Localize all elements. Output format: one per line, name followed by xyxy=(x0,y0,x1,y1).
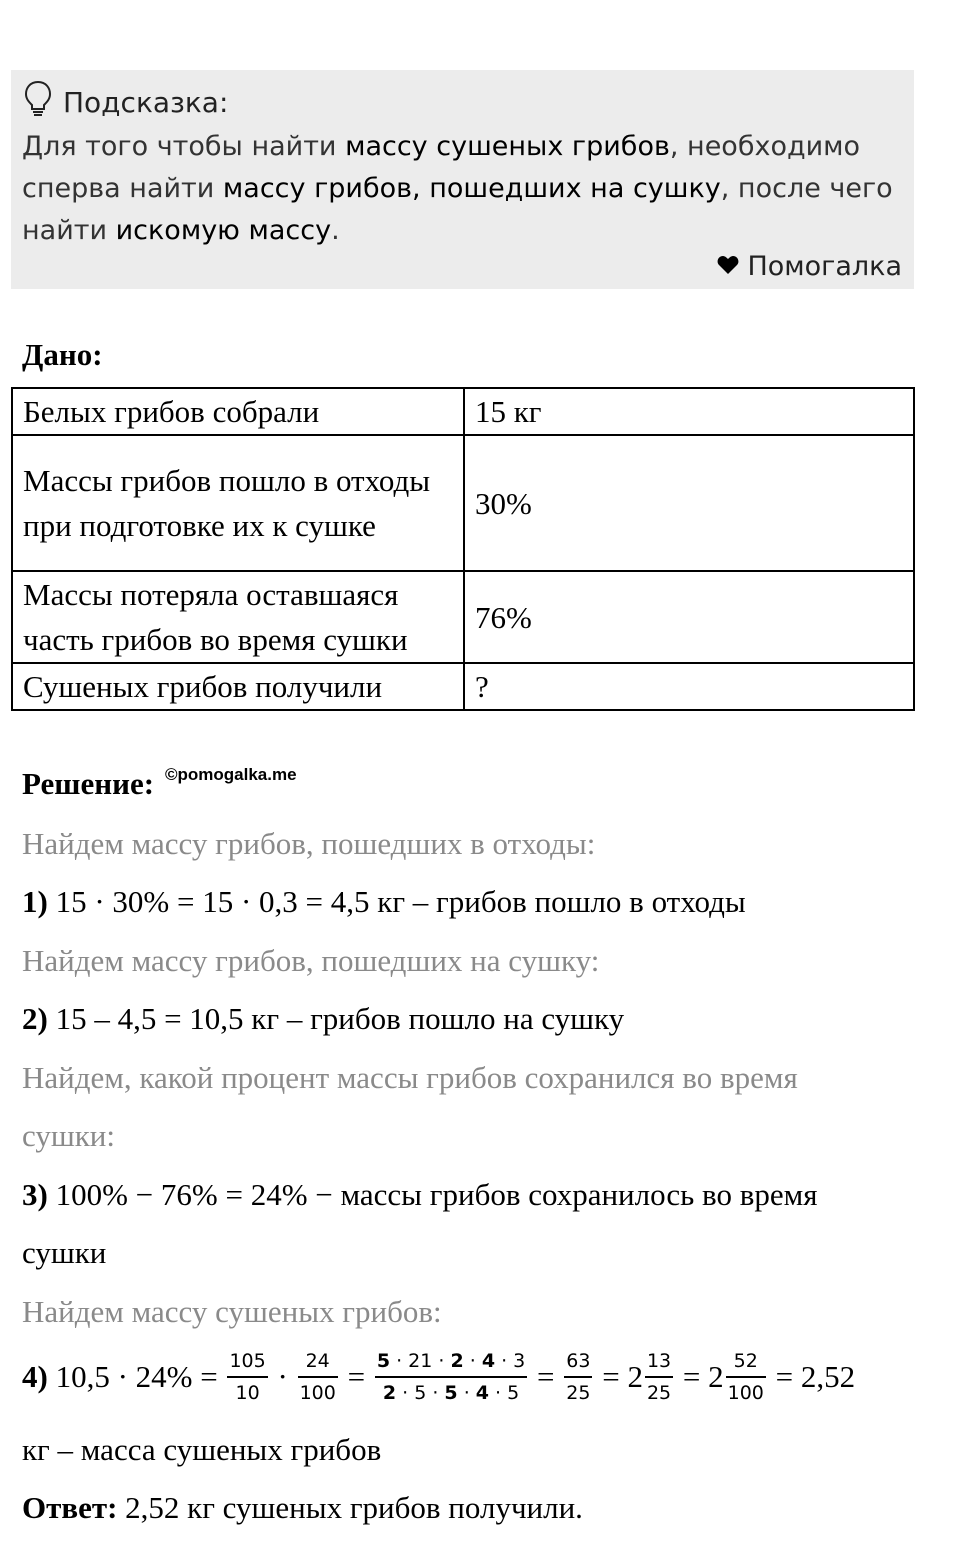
factor: · 5 xyxy=(489,1382,520,1404)
table-row xyxy=(12,435,914,571)
given-label-cell: Сушеных грибов получили xyxy=(12,663,464,710)
operator: = xyxy=(675,1359,709,1394)
table-row xyxy=(12,388,914,435)
step3-cont: сушки xyxy=(22,1235,107,1270)
cancelled-factor: 4 xyxy=(475,1382,490,1404)
fraction xyxy=(375,1350,527,1404)
operator: = xyxy=(339,1359,373,1394)
result: 2,52 xyxy=(800,1359,856,1394)
step1-hint: Найдем массу грибов, пошедших в отходы: xyxy=(22,826,596,861)
cancelled-factor: 2 xyxy=(450,1350,464,1372)
denominator: 100 xyxy=(299,1382,336,1404)
denominator: 10 xyxy=(235,1382,260,1404)
given-label-cell: Белых грибов собрали xyxy=(12,388,464,435)
step-number: 1) xyxy=(22,884,48,919)
numerator: 24 xyxy=(298,1350,338,1378)
step-text: 15 – 4,5 = 10,5 кг – грибов пошло на сушку xyxy=(47,1001,625,1036)
hint-text-part: , после чего найти xyxy=(22,173,893,246)
hint-text-part: Для того чтобы найти xyxy=(22,131,346,162)
step2-hint: Найдем массу грибов, пошедших на сушку: xyxy=(22,943,600,978)
step-text: 100% − 76% = 24% − массы грибов сохранилось во время xyxy=(47,1177,818,1212)
step4-cont: кг – масса сушеных грибов xyxy=(22,1432,382,1467)
heart-icon xyxy=(717,251,739,282)
table-row xyxy=(12,571,914,663)
fraction xyxy=(726,1350,766,1404)
hint-signature xyxy=(717,251,902,282)
step-number: 3) xyxy=(22,1177,48,1212)
step-number: 4) xyxy=(22,1359,48,1394)
whole-part: 2 xyxy=(708,1359,724,1394)
step3 xyxy=(22,1177,818,1213)
numerator: 105 xyxy=(227,1350,267,1378)
operator: · xyxy=(269,1359,296,1394)
given-label: Дано: xyxy=(22,337,103,372)
watermark: ©pomogalka.me xyxy=(165,765,297,784)
step3-hint: Найдем, какой процент массы грибов сохранился во время xyxy=(22,1060,798,1095)
numerator xyxy=(375,1350,527,1378)
given-value-cell: 76% xyxy=(464,571,914,663)
hint-text-emphasis: искомую массу xyxy=(115,215,332,246)
cancelled-factor: 5 xyxy=(444,1382,458,1404)
operator: = xyxy=(594,1359,628,1394)
factor: · xyxy=(463,1350,482,1372)
hint-text-part: . xyxy=(331,215,340,246)
given-label-cell: Массы потеряла оставшаяся часть грибов во время сушки xyxy=(12,571,464,663)
denominator: 25 xyxy=(646,1382,672,1404)
hint-text-emphasis: массу сушеных грибов xyxy=(345,131,670,162)
step2 xyxy=(22,1001,624,1037)
factor: · xyxy=(457,1382,476,1404)
solution-label: Решение: xyxy=(22,766,155,801)
step-number: 2) xyxy=(22,1001,48,1036)
answer-label: Ответ: xyxy=(22,1490,118,1525)
hint-title: Подсказка: xyxy=(63,86,229,119)
cancelled-factor: 5 xyxy=(376,1350,391,1372)
fraction xyxy=(298,1350,338,1404)
lightbulb-icon xyxy=(23,80,53,125)
numerator: 13 xyxy=(645,1350,673,1378)
given-value-cell: 30% xyxy=(464,435,914,571)
fraction xyxy=(564,1350,592,1404)
hint-text xyxy=(22,126,902,252)
factor: · 3 xyxy=(495,1350,526,1372)
step1 xyxy=(22,884,746,920)
cancelled-factor: 2 xyxy=(382,1382,397,1404)
factor: · 5 · xyxy=(396,1382,445,1404)
hint-text-part: , необходимо сперва найти xyxy=(22,131,861,204)
cancelled-factor: 4 xyxy=(481,1350,496,1372)
given-value-cell: ? xyxy=(464,663,914,710)
step4 xyxy=(22,1350,855,1404)
answer-text: 2,52 кг сушеных грибов получили. xyxy=(117,1490,583,1525)
denominator: 100 xyxy=(727,1382,764,1404)
numerator: 63 xyxy=(564,1350,592,1378)
given-label-cell: Массы грибов пошло в отходы при подготовке их к сушке xyxy=(12,435,464,571)
step-text: 10,5 · 24% = xyxy=(47,1359,226,1394)
step3-hint-cont: сушки: xyxy=(22,1118,115,1153)
fraction xyxy=(645,1350,673,1404)
step4-hint: Найдем массу сушеных грибов: xyxy=(22,1294,442,1329)
given-value-cell: 15 кг xyxy=(464,388,914,435)
fraction xyxy=(227,1350,267,1404)
answer xyxy=(22,1490,583,1526)
signature-text: Помогалка xyxy=(747,251,902,282)
operator: = xyxy=(767,1359,801,1394)
given-table xyxy=(11,387,915,711)
table-row xyxy=(12,663,914,710)
step-text: 15 · 30% = 15 · 0,3 = 4,5 кг – грибов пошло в отходы xyxy=(47,884,746,919)
denominator xyxy=(375,1378,527,1404)
hint-box xyxy=(11,70,914,289)
denominator: 25 xyxy=(566,1382,591,1404)
numerator: 52 xyxy=(726,1350,766,1378)
hint-header xyxy=(23,80,228,125)
factor: · 21 · xyxy=(390,1350,451,1372)
hint-text-emphasis: массу грибов, пошедших на сушку xyxy=(222,173,721,204)
operator: = xyxy=(529,1359,563,1394)
whole-part: 2 xyxy=(627,1359,643,1394)
